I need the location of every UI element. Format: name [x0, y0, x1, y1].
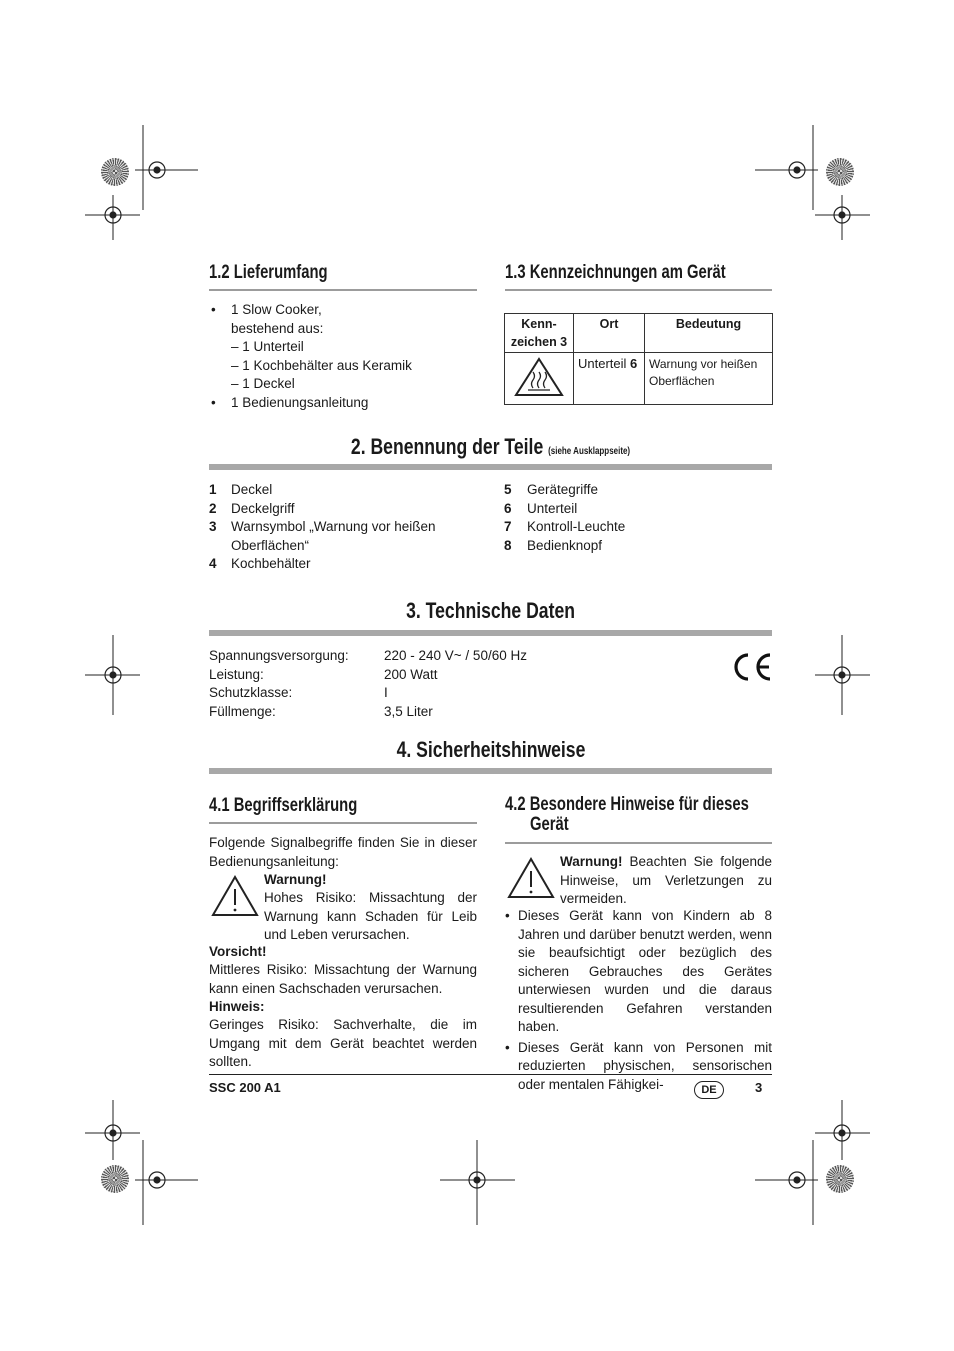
- warning-label: Warnung!: [264, 872, 327, 887]
- safety-bullet-list: • Dieses Gerät kann von Kindern ab 8 Jahren und darüber benutzt werden, wenn sie beaufsichtigt oder bezüglich des sicheren Gebrauches des Gerätes unterwiesen wurden und die daraus resultierenden Gefahren verstanden haben. • Dieses Gerät kann von Personen mit reduzierten physischen, sensorischen oder mentalen Fähigkei-: [505, 908, 772, 1092]
- table-header: Ort: [574, 314, 645, 353]
- section-heading-4: [209, 737, 772, 763]
- part-number: 1: [209, 482, 217, 497]
- spec-table: [209, 647, 709, 721]
- spec-key: Füllmenge:: [209, 703, 276, 719]
- heading-text: 3. Technische Daten: [406, 598, 575, 623]
- table-header: zeichen 3: [510, 335, 568, 349]
- part-number: 5: [504, 482, 512, 497]
- caution-text: Mittleres Risiko: Missachtung der Warnung kann einen Sachschaden verursachen.: [209, 962, 477, 996]
- spec-value: I: [384, 685, 388, 700]
- heading-line: Gerät: [529, 814, 569, 835]
- part-number: 8: [504, 537, 512, 553]
- parts-list-right: [504, 481, 772, 555]
- divider: [505, 289, 772, 291]
- divider: [209, 630, 772, 636]
- list-item: – 1 Deckel: [231, 376, 295, 391]
- section-heading-4-2: [505, 795, 749, 835]
- list-item: Dieses Gerät kann von Personen mit reduzierten physischen, sensorischen oder mentalen Fähigkei-: [518, 1039, 772, 1092]
- spec-key: Leistung:: [209, 666, 264, 682]
- section-heading-4-1: 4.1 Begriffserklärung: [209, 795, 358, 816]
- ce-mark-icon: [730, 651, 774, 683]
- warning-text: Hohes Risiko: Missachtung der Warnung kann Schaden für Leib und Leben verursachen.: [264, 890, 477, 942]
- list-item: Dieses Gerät kann von Kindern ab 8 Jahren und darüber benutzt werden, wenn sie beaufsichtigt oder bezüglich des sicheren Gebrauches des Gerätes unterwiesen wurden und die daraus resultierenden Gefahren verstanden haben.: [518, 908, 772, 1034]
- part-label: Warnsymbol „Warnung vor heißen: [231, 519, 436, 534]
- list-item: – 1 Kochbehälter aus Keramik: [231, 357, 412, 373]
- list-item: 1 Bedienungsanleitung: [231, 394, 369, 410]
- warning-triangle-icon: [506, 856, 556, 900]
- part-label: Unterteil: [527, 500, 578, 516]
- table-header: Bedeutung: [645, 314, 773, 353]
- part-number: 6: [504, 500, 512, 516]
- caution-label: Vorsicht!: [209, 944, 267, 959]
- color-target-icon: [826, 1165, 854, 1193]
- part-label: Oberflächen“: [231, 537, 310, 553]
- warning-label: Warnung!: [560, 854, 623, 869]
- note-text: Geringes Risiko: Sachverhalte, die im Umgang mit dem Gerät beachtet werden sollten.: [209, 1017, 477, 1069]
- list-item: – 1 Unterteil: [231, 339, 304, 354]
- divider: [209, 464, 772, 470]
- part-number: 7: [504, 519, 512, 534]
- color-target-icon: [101, 1165, 129, 1193]
- warning-triangle-icon: [210, 874, 260, 918]
- table-header: Kenn-: [521, 317, 557, 331]
- list-item: 1 Slow Cooker,: [231, 302, 322, 317]
- heading-text: 4. Sicherheitshinweise: [396, 737, 585, 762]
- language-badge: DE: [694, 1081, 724, 1099]
- spec-key: Schutzklasse:: [209, 685, 293, 700]
- color-target-icon: [826, 158, 854, 186]
- table-cell: 6: [630, 356, 638, 371]
- section-heading-1-2: 1.2 Lieferumfang: [209, 262, 328, 283]
- section-heading-3: [209, 598, 772, 624]
- part-label: Kontroll-Leuchte: [527, 519, 626, 534]
- parts-list-left: [209, 481, 477, 574]
- part-number: 3: [209, 519, 217, 534]
- note-label: Hinweis:: [209, 999, 265, 1014]
- part-number: [209, 537, 231, 556]
- warning-block: [560, 853, 772, 909]
- spec-key: Spannungsversorgung:: [209, 648, 349, 663]
- part-label: Gerätegriffe: [527, 482, 599, 497]
- section-heading-2: [209, 434, 772, 460]
- spec-value: 3,5 Liter: [384, 703, 433, 719]
- footer-rule: [209, 1074, 772, 1075]
- page-number: 3: [755, 1080, 763, 1095]
- heading-text: 2. Benennung der Teile: [350, 434, 544, 459]
- section-heading-1-3: 1.3 Kennzeichnungen am Gerät: [505, 262, 726, 283]
- marking-table: [504, 313, 773, 405]
- part-number: 2: [209, 500, 217, 516]
- delivery-list: • 1 Slow Cooker, bestehend aus: – 1 Unterteil – 1 Kochbehälter aus Keramik – 1 Deckel • 1 Bedienungsanleitung: [209, 301, 477, 412]
- part-label: Deckelgriff: [231, 500, 295, 516]
- table-cell: Unterteil: [578, 356, 627, 371]
- list-item: bestehend aus:: [231, 320, 324, 336]
- divider: [505, 842, 772, 844]
- divider: [209, 822, 477, 824]
- heading-subtitle: (siehe Ausklappseite): [548, 446, 631, 457]
- part-label: Deckel: [231, 482, 273, 497]
- heading-line: 4.2 Besondere Hinweise für dieses: [505, 794, 749, 815]
- intro-text: Folgende Signalbegriffe finden Sie in dieser Bedienungsanleitung:: [209, 835, 477, 869]
- divider: [209, 768, 772, 774]
- model-number: SSC 200 A1: [209, 1080, 281, 1095]
- warning-text: Beachten Sie folgende Hinweise, um Verletzungen zu vermeiden.: [560, 854, 772, 906]
- spec-value: 200 Watt: [384, 666, 438, 682]
- spec-value: 220 - 240 V~ / 50/60 Hz: [384, 648, 527, 663]
- divider: [209, 289, 477, 291]
- part-number: 4: [209, 556, 217, 571]
- table-cell: Warnung vor heißen Oberflächen: [645, 353, 773, 405]
- part-label: Bedienknopf: [527, 537, 603, 553]
- part-label: Kochbehälter: [231, 556, 311, 571]
- color-target-icon: [101, 158, 129, 186]
- hot-surface-icon: [513, 356, 565, 398]
